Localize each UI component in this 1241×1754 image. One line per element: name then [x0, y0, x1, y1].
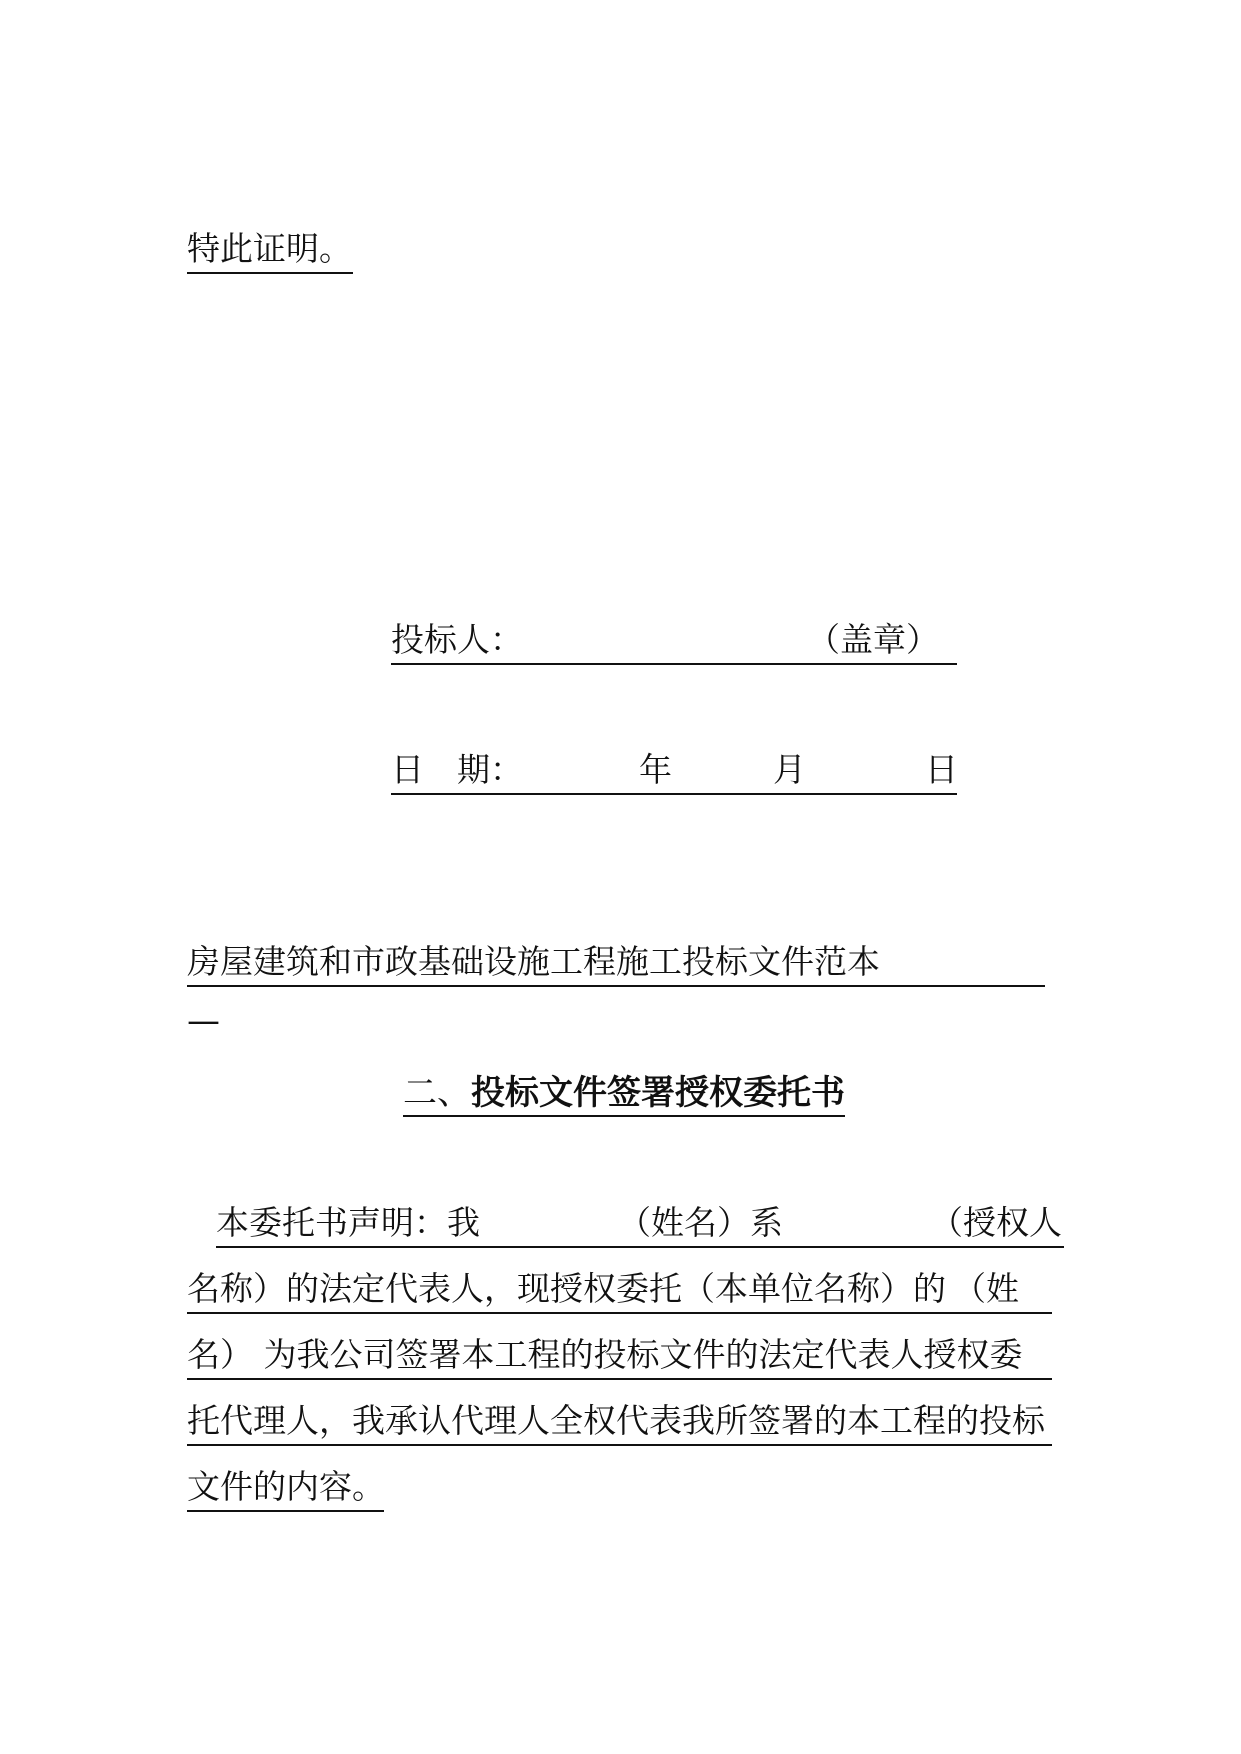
bidder-label: 投标人： [391, 620, 523, 659]
date-label: 日 期： [391, 750, 523, 789]
section-number: 二、 [403, 1073, 471, 1113]
section-title: 投标文件签署授权委托书 [471, 1073, 845, 1113]
bidder-signature-row [391, 619, 957, 665]
body-line-2-part-b: （姓 [953, 1269, 1019, 1308]
body-line-1 [216, 1202, 1064, 1248]
day-label: 日 [925, 750, 958, 789]
body-line-1-part-b: （姓名）系 [618, 1203, 783, 1242]
body-line-1-part-c: （授权人 [930, 1203, 1062, 1242]
footer-dash: — [187, 1001, 220, 1040]
body-line-3: 名） 为我公司签署本工程的投标文件的法定代表人授权委 [187, 1334, 1052, 1380]
seal-label: （盖章） [807, 620, 939, 659]
body-line-1-part-a: 本委托书声明：我 [216, 1203, 480, 1242]
footer-title: 房屋建筑和市政基础设施工程施工投标文件范本 [187, 941, 1045, 987]
certify-text: 特此证明。 [187, 228, 353, 274]
body-line-2-part-a: 名称）的法定代表人，现授权委托（本单位名称）的 [187, 1269, 946, 1308]
section-heading [403, 1071, 845, 1117]
month-label: 月 [773, 750, 806, 789]
body-line-2 [187, 1268, 1052, 1314]
year-label: 年 [639, 750, 672, 789]
body-line-5: 文件的内容。 [187, 1466, 384, 1512]
date-row [391, 749, 957, 795]
body-line-4: 托代理人，我承认代理人全权代表我所签署的本工程的投标 [187, 1400, 1052, 1446]
